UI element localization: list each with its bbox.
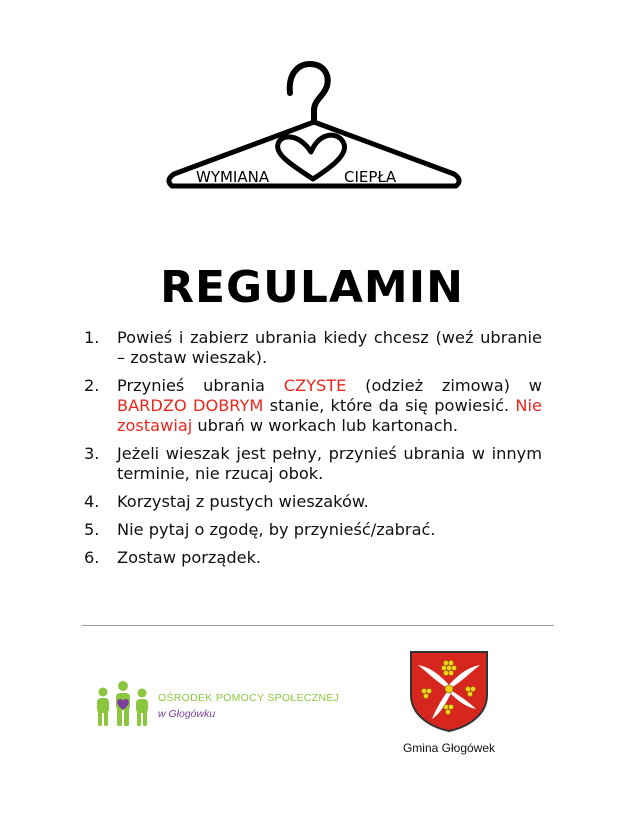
rule-highlight: Nie zostawiaj bbox=[117, 396, 542, 435]
gmina-crest bbox=[408, 649, 490, 733]
rule-text bbox=[117, 444, 542, 484]
rule-item bbox=[84, 520, 542, 540]
rule-item bbox=[84, 328, 542, 368]
divider bbox=[82, 625, 554, 626]
rule-segment: Nie pytaj o zgodę, by przynieść/zabrać. bbox=[117, 520, 436, 539]
rule-text bbox=[117, 520, 542, 540]
wymiana-ciepla-logo bbox=[160, 58, 466, 198]
hanger-heart-icon bbox=[160, 58, 466, 198]
logo-right-word: CIEPŁA bbox=[344, 168, 397, 186]
rule-segment: Zostaw porządek. bbox=[117, 548, 262, 567]
rule-highlight: BARDZO DOBRYM bbox=[117, 396, 264, 415]
rule-number: 1. bbox=[84, 328, 100, 347]
rule-item bbox=[84, 444, 542, 484]
rule-segment: ubrań w workach lub kartonach. bbox=[192, 416, 458, 435]
rule-text bbox=[117, 548, 542, 568]
coat-of-arms-icon bbox=[408, 649, 490, 733]
rule-segment: Powieś i zabierz ubrania kiedy chcesz (weź ubranie – zostaw wieszak). bbox=[117, 328, 542, 367]
rule-number: 3. bbox=[84, 444, 100, 463]
rule-number: 2. bbox=[84, 376, 100, 395]
rule-item bbox=[84, 548, 542, 568]
rule-number: 5. bbox=[84, 520, 100, 539]
rule-number: 6. bbox=[84, 548, 100, 567]
rule-number: 4. bbox=[84, 492, 100, 511]
family-icon bbox=[92, 678, 154, 730]
rule-item bbox=[84, 376, 542, 436]
rule-segment: Korzystaj z pustych wieszaków. bbox=[117, 492, 369, 511]
ops-logo bbox=[92, 678, 352, 734]
rule-highlight: CZYSTE bbox=[283, 376, 347, 395]
gmina-label: Gmina Głogówek bbox=[402, 741, 496, 755]
rule-item bbox=[84, 492, 542, 512]
rule-text bbox=[117, 328, 542, 368]
rule-segment: stanie, które da się powiesić. bbox=[263, 396, 516, 415]
page-title: REGULAMIN bbox=[160, 262, 464, 313]
rule-segment: Przynieś ubrania bbox=[117, 376, 284, 395]
rule-segment: Jeżeli wieszak jest pełny, przynieś ubrania w innym terminie, nie rzucaj obok. bbox=[117, 444, 542, 483]
ops-name: OŚRODEK POMOCY SPOŁECZNEJ bbox=[158, 692, 340, 704]
rule-segment: (odzież zimowa) w bbox=[346, 376, 542, 395]
rule-text bbox=[117, 376, 542, 436]
rules-list bbox=[84, 328, 542, 576]
rule-text bbox=[117, 492, 542, 512]
ops-place: w Głogówku bbox=[158, 708, 216, 720]
logo-left-word: WYMIANA bbox=[196, 168, 270, 186]
